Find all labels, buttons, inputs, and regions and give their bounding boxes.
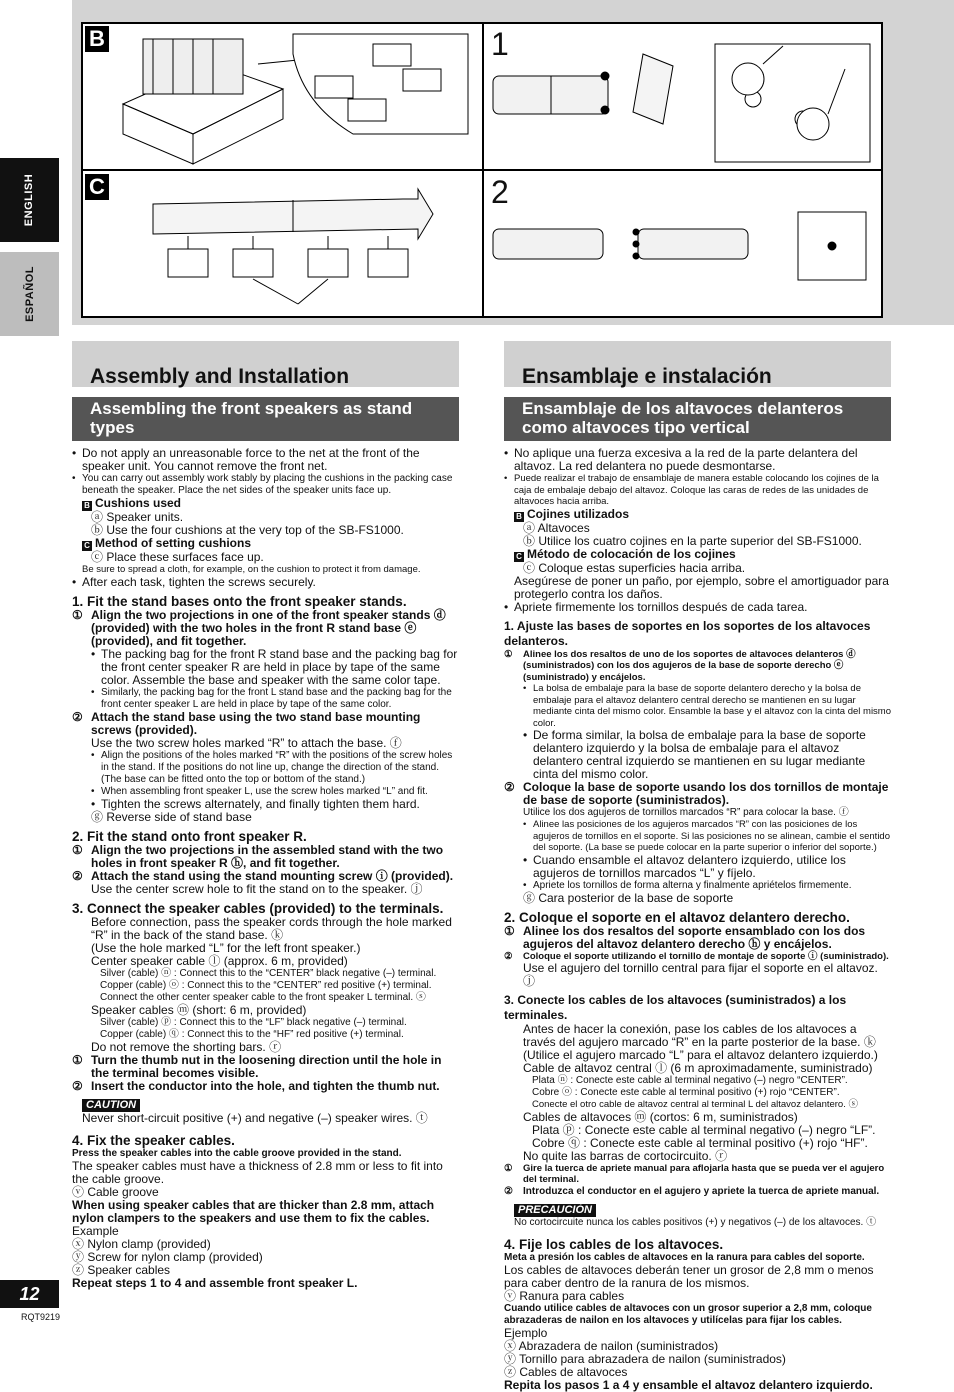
s3-txt1-en: Before connection, pass the speaker cords through the hole marked “R” in the back of the stand base. ⓚ xyxy=(91,914,452,942)
caution-text-en: Never short-circuit positive (+) and negative (–) speaker wires. ⓣ xyxy=(82,1110,428,1125)
s3-copper2-es: Cobre ⓠ : Conecte este cable al terminal positivo (+) rojo “HF”. xyxy=(532,1135,868,1150)
method-head-es: C Método de colocación de los cojines xyxy=(504,548,891,562)
s1-1-en: ① Align the two projections in one of the front speaker stands ⓓ (provided) with the two holes in the front R stand base ⓔ (provided), and fit together. xyxy=(72,607,446,648)
s4-repeat-en: Repeat steps 1 to 4 and assemble front speaker L. xyxy=(72,1275,358,1290)
s3-silver2-es: Plata ⓟ : Conecte este cable al terminal negativo (–) negro “LF”. xyxy=(532,1122,876,1137)
page-number: 12 xyxy=(0,1280,59,1308)
s3-2-es: ② Introduzca el conductor en el agujero y apriete la tuerca de apriete manual. xyxy=(504,1185,880,1197)
s4-txt-en: The speaker cables must have a thickness of 2.8 mm or less to fit into the cable groove. xyxy=(72,1158,443,1186)
sidebar-espanol-label: ESPAÑOL xyxy=(23,266,36,322)
panel-b-label: B xyxy=(85,26,109,52)
s2-1-es: ① Alinee los dos resaltos del soporte ensamblado con los dos agujeros del altavoz delantero derecho ⓗ y encájelos. xyxy=(504,923,866,951)
s4-z-en: ⓩ Speaker cables xyxy=(72,1262,171,1277)
s4-repeat-es: Repita los pasos 1 a 4 y ensamble el altavoz delantero izquierdo. xyxy=(504,1377,873,1392)
caution-badge-es: PRECAUCIÓN xyxy=(514,1204,596,1217)
s3-center-es: Cable de altavoz central ⓛ (6 m aproximadamente, suministrado) xyxy=(523,1061,873,1075)
s1-2-n3-en: • Tighten the screws alternately, and finally tighten them hard. xyxy=(91,798,459,811)
step-2-label: 2 xyxy=(491,174,509,210)
s3-spk-en: Speaker cables ⓜ (short: 6 m, provided) xyxy=(91,1002,307,1017)
step4-head-es: 4. Fije los cables de los altavoces. xyxy=(504,1236,724,1252)
bullet-es-1: • No aplique una fuerza excesiva a la red de la parte delantera del altavoz. La red delantera no puede desmontarse. xyxy=(504,447,891,473)
s3-copper-es: Cobre ⓞ : Conecte este cable al terminal positivo (+) rojo “CENTER”. xyxy=(532,1087,840,1098)
document-code: RQT9219 xyxy=(21,1312,61,1322)
s3-center-en: Center speaker cable ⓛ (approx. 6 m, provided) xyxy=(91,953,348,968)
s3-other-es: Conecte el otro cable de altavoz central al terminal L del altavoz delantero. ⓢ xyxy=(532,1099,858,1110)
s1-2-g-en: ⓖ Reverse side of stand base xyxy=(91,809,252,824)
step1-head-es: 1. Ajuste las bases de soportes en los soportes de los altavoces delanteros. xyxy=(504,618,871,648)
s4-y-es: ⓨ Tornillo para abrazadera de nailon (suministrados) xyxy=(504,1351,786,1366)
s4-example-en: Example xyxy=(72,1223,119,1238)
bullet-en-3: • After each task, tighten the screws securely. xyxy=(72,576,459,589)
cushion-a-es: ⓐ Altavoces xyxy=(523,520,590,535)
page-title-es: Ensamblaje e instalación xyxy=(504,341,891,387)
step3-head-en: 3. Connect the speaker cables (provided) to the terminals. xyxy=(72,900,444,916)
s1-2-n2-es: • Cuando ensamble el altavoz delantero izquierdo, utilice los agujeros de tornillos marcados “L” y fíjelo. xyxy=(523,854,891,880)
english-column xyxy=(72,341,459,1290)
bullet-en-2: • You can carry out assembly work stably by placing the cushions in the packing case beneath the speaker. Place the net sides of the speaker units face up. xyxy=(72,473,459,497)
step2-head-en: 2. Fit the stand onto front speaker R. xyxy=(72,828,307,844)
s1-2-g-es: ⓖ Cara posterior de la base de soporte xyxy=(523,890,734,905)
step-1-label: 1 xyxy=(491,26,509,62)
s3-other-en: Connect the other center speaker cable to the front speaker L terminal. ⓢ xyxy=(100,991,426,1003)
sidebar-english-label: ENGLISH xyxy=(23,173,36,227)
s4-x-en: ⓧ Nylon clamp (provided) xyxy=(72,1236,211,1251)
s3-1-es: ① Gire la tuerca de apriete manual para aflojarla hasta que se pueda ver el agujero del terminal. xyxy=(504,1162,885,1185)
s1-2-en: ② Attach the stand base using the two stand base mounting screws (provided). xyxy=(72,709,421,737)
s3-silver-en: Silver (cable) ⓝ : Connect this to the “CENTER” black negative (–) terminal. xyxy=(100,967,437,979)
spanish-column xyxy=(504,341,891,1392)
s1-2-n1-en: • Align the positions of the holes marked “R” with the positions of the screw holes in the stand. If the positions do not line up, change the direction of the stand. (The base can be fitted onto the top or bottom of the stand.) xyxy=(91,750,459,786)
section-title-en: Assembling the front speakers as stand types xyxy=(72,397,459,441)
caution-badge-en: CAUTION xyxy=(82,1099,140,1112)
page-title-en: Assembly and Installation xyxy=(72,341,459,387)
s1-2-es: ② Coloque la base de soporte usando los dos tornillos de montaje de base de soporte (suministrados). xyxy=(504,780,889,807)
s1-2-n3-es: • Apriete los tornillos de forma alterna y finalmente apriételos firmemente. xyxy=(523,880,891,892)
s2-2-es: ② Coloque el soporte utilizando el tornillo de montaje de soporte ⓘ (suministrado). xyxy=(504,950,889,962)
s1-2-txt-es: Utilice los dos agujeros de tornillos marcados “R” para colocar la base. ⓕ xyxy=(523,807,849,818)
s3-silver2-en: Silver (cable) ⓟ : Connect this to the “LF” black negative (–) terminal. xyxy=(100,1016,407,1028)
s2-2-en: ② Attach the stand using the stand mounting screw ⓘ (provided). xyxy=(72,868,454,883)
s1-1-note2-es: • De forma similar, la bolsa de embalaje para la base de soporte delantero izquierdo y la bolsa de embalaje para el altavoz delantero central izquierdo se mantienen en su lugar mediante cinta del mismo color. xyxy=(523,729,891,781)
s1-1-note-en: • The packing bag for the front R stand base and the packing bag for the front center speaker R are held in place by tape of the same color. Assemble the base and speaker with the same color tape. xyxy=(91,648,459,687)
assembly-illustration xyxy=(83,24,881,316)
assembly-figure xyxy=(81,22,883,318)
s3-spk-es: Cables de altavoces ⓜ (cortos: 6 m, suministrados) xyxy=(523,1109,798,1124)
bullet-en-1: • Do not apply an unreasonable force to the net at the front of the speaker unit. You cannot remove the front net. xyxy=(72,447,459,473)
s3-short-en: Do not remove the shorting bars. ⓡ xyxy=(91,1039,282,1054)
s1-2-n2-en: • When assembling front speaker L, use the screw holes marked “L” and fit. xyxy=(91,786,459,798)
sidebar-tab-english xyxy=(0,158,59,242)
cushions-head-es: B Cojines utilizados xyxy=(504,508,891,522)
cushion-a-en: ⓐ Speaker units. xyxy=(91,510,184,524)
s3-copper-en: Copper (cable) ⓞ : Connect this to the “CENTER” red positive (+) terminal. xyxy=(100,979,432,991)
s1-1-note2-en: • Similarly, the packing bag for the front L stand base and the packing bag for the front center speaker L are held in place by tape of the same color. xyxy=(91,687,459,711)
s4-bold2-en: When using speaker cables that are thicker than 2.8 mm, attach nylon clampers to the speakers and use them to fix the cables. xyxy=(72,1197,435,1225)
s1-1-es: ① Alinee los dos resaltos de uno de los soportes de altavoces delanteros ⓓ (suministrados) con los dos agujeros de la base de soporte derecho ⓔ (suministrado) y encájelos. xyxy=(504,648,856,683)
s3-1-en: ① Turn the thumb nut in the loosening direction until the hole in the terminal becomes visible. xyxy=(72,1052,442,1080)
method-note-en: Be sure to spread a cloth, for example, on the cushion to protect it from damage. xyxy=(82,564,421,575)
s4-bold2-es: Cuando utilice cables de altavoces con un grosor superior a 2,8 mm, coloque abrazaderas de nailon en los altavoces y utilícelas para fijar los cables. xyxy=(504,1302,872,1326)
method-c-en: ⓒ Place these surfaces face up. xyxy=(91,550,264,564)
method-note-es: Asegúrese de poner un paño, por ejemplo, sobre el amortiguador para protegerlo contra los daños. xyxy=(514,573,889,601)
s2-2-txt-en: Use the center screw hole to fit the stand on to the speaker. ⓙ xyxy=(91,881,423,896)
section-title-es: Ensamblaje de los altavoces delanteros como altavoces tipo vertical xyxy=(504,397,891,441)
s3-copper2-en: Copper (cable) ⓠ : Connect this to the “HF” red positive (+) terminal. xyxy=(100,1028,404,1040)
sidebar-tab-espanol xyxy=(0,252,59,336)
cushions-head-en: B Cushions used xyxy=(72,497,459,511)
s3-txt1-es: Antes de hacer la conexión, pase los cables de los altavoces a través del agujero marcado “R” en la parte posterior de la base. ⓚ xyxy=(523,1022,876,1049)
method-c-es: ⓒ Coloque estas superficies hacia arriba. xyxy=(523,560,746,575)
cushion-b-es: ⓑ Utilice los cuatro cojines en la parte superior del SB-FS1000. xyxy=(523,533,862,548)
step2-head-es: 2. Coloque el soporte en el altavoz delantero derecho. xyxy=(504,909,850,925)
step3-head-es: 3. Conecte los cables de los altavoces (suministrados) a los terminales. xyxy=(504,993,847,1022)
s4-z-es: ⓩ Cables de altavoces xyxy=(504,1364,628,1379)
step4-head-en: 4. Fix the speaker cables. xyxy=(72,1132,235,1148)
s4-bold-es: Meta a presión los cables de altavoces en la ranura para cables del soporte. xyxy=(504,1251,865,1263)
s1-2-n1-es: • Alinee las posiciones de los agujeros marcados “R” con las posiciones de los agujeros de tornillos en el soporte. Si las posiciones no se alinean, cambie el sentido del soporte. (La base se puede colocar en la parte superior o inferior del soporte.) xyxy=(523,819,891,854)
s2-2-txt-es: Use el agujero del tornillo central para fijar el soporte en el altavoz. ⓙ xyxy=(523,961,878,988)
step1-head-en: 1. Fit the stand bases onto the front speaker stands. xyxy=(72,593,407,609)
s3-txt2-es: (Utilice el agujero marcado “L” para el altavoz delantero izquierdo.) xyxy=(523,1048,878,1062)
s3-txt2-en: (Use the hole marked “L” for the left front speaker.) xyxy=(91,940,361,955)
bullet-es-2: • Puede realizar el trabajo de ensamblaje de manera estable colocando los cojines de la caja de embalaje debajo del altavoz. Coloque las caras de redes de las unidades de altavoces hacia arriba. xyxy=(504,473,891,508)
s4-bold-en: Press the speaker cables into the cable groove provided in the stand. xyxy=(72,1147,402,1159)
bullet-es-3: • Apriete firmemente los tornillos después de cada tarea. xyxy=(504,601,891,614)
s3-short-es: No quite las barras de cortocircuito. ⓡ xyxy=(523,1148,728,1163)
s3-2-en: ② Insert the conductor into the hole, and tighten the thumb nut. xyxy=(72,1078,440,1093)
method-head-en: C Method of setting cushions xyxy=(72,537,459,551)
s1-1-note-es: • La bolsa de embalaje para la base de soporte delantero derecho y la bolsa de embalaje para el altavoz delantero central derecho se mantienen en su lugar mediante cinta del mismo color. Ensamble la base y el altavoz con la cinta del mismo color. xyxy=(523,683,891,729)
s4-txt-es: Los cables de altavoces deberán tener un grosor de 2,8 mm o menos para caber dentro de la ranura de los mismos. xyxy=(504,1262,874,1290)
s4-y-en: ⓨ Screw for nylon clamp (provided) xyxy=(72,1249,263,1264)
s4-v-en: ⓥ Cable groove xyxy=(72,1184,159,1199)
s4-example-es: Ejemplo xyxy=(504,1325,548,1340)
panel-c-label: C xyxy=(85,174,109,200)
caution-text-es: No cortocircuite nunca los cables positivos (+) y negativos (–) de los altavoces. ⓣ xyxy=(514,1216,877,1228)
cushion-b-en: ⓑ Use the four cushions at the very top of the SB-FS1000. xyxy=(91,523,404,537)
s4-v-es: ⓥ Ranura para cables xyxy=(504,1288,625,1303)
s2-1-en: ① Align the two projections in the assembled stand with the two holes in front speaker R ⓗ, and fit together. xyxy=(72,842,444,870)
s3-silver-es: Plata ⓝ : Conecte este cable al terminal negativo (–) negro “CENTER”. xyxy=(532,1075,848,1086)
s1-2-txt-en: Use the two screw holes marked “R” to attach the base. ⓕ xyxy=(91,735,402,750)
s4-x-es: ⓧ Abrazadera de nailon (suministrados) xyxy=(504,1338,719,1353)
